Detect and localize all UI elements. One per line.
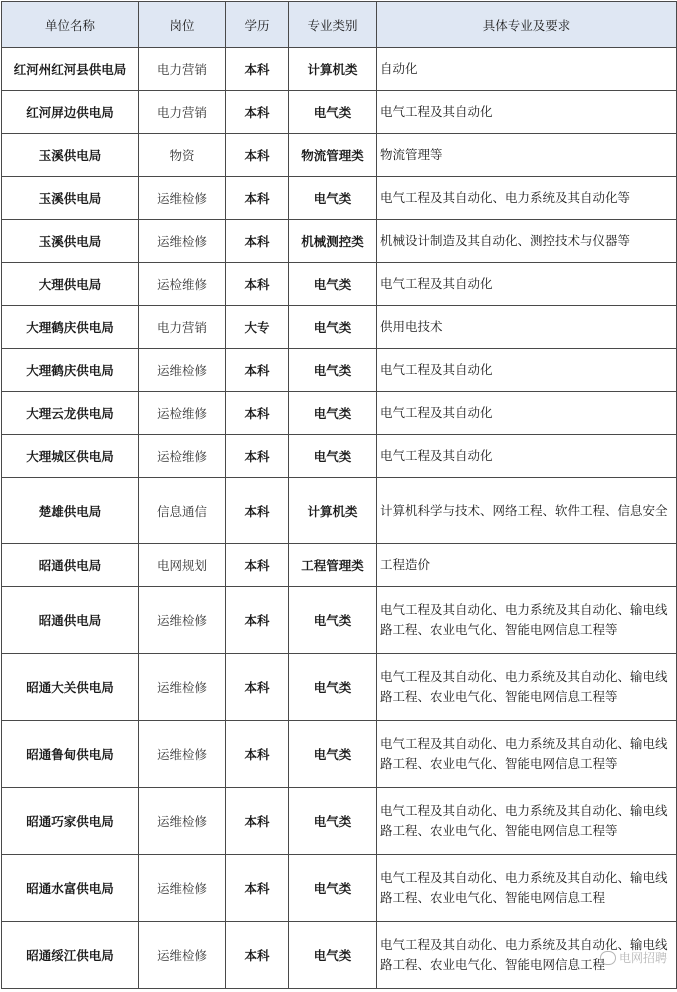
position-cell: 电力营销 — [139, 91, 226, 134]
requirement-cell: 机械设计制造及其自动化、测控技术与仪器等 — [377, 220, 677, 263]
position-cell: 电力营销 — [139, 306, 226, 349]
unit-cell: 楚雄供电局 — [2, 478, 139, 544]
category-cell: 电气类 — [289, 654, 377, 721]
unit-cell: 昭通绥江供电局 — [2, 922, 139, 989]
unit-cell: 玉溪供电局 — [2, 134, 139, 177]
requirement-cell: 电气工程及其自动化、电力系统及其自动化、输电线路工程、农业电气化、智能电网信息工程 — [377, 922, 677, 989]
table-row — [2, 134, 677, 177]
position-cell: 运检维修 — [139, 263, 226, 306]
position-cell: 运维检修 — [139, 177, 226, 220]
education-cell: 本科 — [226, 91, 289, 134]
table-row — [2, 435, 677, 478]
requirement-cell: 电气工程及其自动化、电力系统及其自动化、输电线路工程、农业电气化、智能电网信息工程等 — [377, 654, 677, 721]
education-cell: 本科 — [226, 435, 289, 478]
unit-cell: 昭通鲁甸供电局 — [2, 721, 139, 788]
unit-cell: 昭通供电局 — [2, 587, 139, 654]
unit-cell: 昭通水富供电局 — [2, 855, 139, 922]
position-cell: 运维检修 — [139, 855, 226, 922]
unit-cell: 昭通供电局 — [2, 544, 139, 587]
table-row — [2, 654, 677, 721]
education-cell: 本科 — [226, 177, 289, 220]
unit-cell: 红河屏边供电局 — [2, 91, 139, 134]
position-cell: 运检维修 — [139, 435, 226, 478]
unit-cell: 昭通巧家供电局 — [2, 788, 139, 855]
requirement-cell: 物流管理等 — [377, 134, 677, 177]
requirement-cell: 计算机科学与技术、网络工程、软件工程、信息安全 — [377, 478, 677, 544]
education-cell: 本科 — [226, 654, 289, 721]
requirement-cell: 电气工程及其自动化 — [377, 392, 677, 435]
education-cell: 本科 — [226, 922, 289, 989]
unit-cell: 大理城区供电局 — [2, 435, 139, 478]
requirement-cell: 电气工程及其自动化 — [377, 435, 677, 478]
position-cell: 信息通信 — [139, 478, 226, 544]
header-unit: 单位名称 — [2, 2, 139, 48]
unit-cell: 红河州红河县供电局 — [2, 48, 139, 91]
requirement-cell: 电气工程及其自动化、电力系统及其自动化、输电线路工程、农业电气化、智能电网信息工程等 — [377, 721, 677, 788]
requirement-cell: 电气工程及其自动化、电力系统及其自动化等 — [377, 177, 677, 220]
category-cell: 电气类 — [289, 587, 377, 654]
category-cell: 电气类 — [289, 922, 377, 989]
education-cell: 本科 — [226, 788, 289, 855]
table-row — [2, 220, 677, 263]
category-cell: 电气类 — [289, 721, 377, 788]
category-cell: 机械测控类 — [289, 220, 377, 263]
unit-cell: 昭通大关供电局 — [2, 654, 139, 721]
unit-cell: 玉溪供电局 — [2, 177, 139, 220]
education-cell: 本科 — [226, 721, 289, 788]
education-cell: 本科 — [226, 855, 289, 922]
header-education: 学历 — [226, 2, 289, 48]
category-cell: 计算机类 — [289, 48, 377, 91]
table-row — [2, 788, 677, 855]
education-cell: 本科 — [226, 478, 289, 544]
table-row — [2, 855, 677, 922]
education-cell: 本科 — [226, 587, 289, 654]
requirement-cell: 电气工程及其自动化、电力系统及其自动化、输电线路工程、农业电气化、智能电网信息工程 — [377, 855, 677, 922]
position-cell: 运维检修 — [139, 922, 226, 989]
position-cell: 运维检修 — [139, 788, 226, 855]
unit-cell: 大理供电局 — [2, 263, 139, 306]
position-cell: 运维检修 — [139, 654, 226, 721]
table-row — [2, 721, 677, 788]
header-category: 专业类别 — [289, 2, 377, 48]
table-row — [2, 478, 677, 544]
category-cell: 电气类 — [289, 788, 377, 855]
table-row — [2, 587, 677, 654]
position-cell: 运检维修 — [139, 392, 226, 435]
table-row — [2, 306, 677, 349]
category-cell: 物流管理类 — [289, 134, 377, 177]
unit-cell: 大理云龙供电局 — [2, 392, 139, 435]
requirement-cell: 自动化 — [377, 48, 677, 91]
unit-cell: 玉溪供电局 — [2, 220, 139, 263]
education-cell: 本科 — [226, 220, 289, 263]
requirement-cell: 电气工程及其自动化 — [377, 91, 677, 134]
header-position: 岗位 — [139, 2, 226, 48]
unit-cell: 大理鹤庆供电局 — [2, 349, 139, 392]
category-cell: 电气类 — [289, 306, 377, 349]
job-table — [1, 1, 677, 989]
education-cell: 本科 — [226, 349, 289, 392]
requirement-cell: 电气工程及其自动化 — [377, 349, 677, 392]
table-row — [2, 263, 677, 306]
category-cell: 电气类 — [289, 349, 377, 392]
requirement-cell: 电气工程及其自动化、电力系统及其自动化、输电线路工程、农业电气化、智能电网信息工程等 — [377, 587, 677, 654]
category-cell: 计算机类 — [289, 478, 377, 544]
category-cell: 工程管理类 — [289, 544, 377, 587]
table-row — [2, 392, 677, 435]
education-cell: 本科 — [226, 544, 289, 587]
category-cell: 电气类 — [289, 177, 377, 220]
table-row — [2, 922, 677, 989]
education-cell: 本科 — [226, 263, 289, 306]
header-requirement: 具体专业及要求 — [377, 2, 677, 48]
table-row — [2, 91, 677, 134]
table-row — [2, 349, 677, 392]
category-cell: 电气类 — [289, 91, 377, 134]
position-cell: 运维检修 — [139, 220, 226, 263]
requirement-cell: 工程造价 — [377, 544, 677, 587]
requirement-cell: 电气工程及其自动化 — [377, 263, 677, 306]
unit-cell: 大理鹤庆供电局 — [2, 306, 139, 349]
position-cell: 电网规划 — [139, 544, 226, 587]
category-cell: 电气类 — [289, 435, 377, 478]
table-row — [2, 48, 677, 91]
watermark-text: 电网招聘 — [618, 951, 667, 965]
category-cell: 电气类 — [289, 392, 377, 435]
position-cell: 运维检修 — [139, 721, 226, 788]
education-cell: 大专 — [226, 306, 289, 349]
position-cell: 物资 — [139, 134, 226, 177]
category-cell: 电气类 — [289, 855, 377, 922]
position-cell: 运维检修 — [139, 349, 226, 392]
education-cell: 本科 — [226, 392, 289, 435]
education-cell: 本科 — [226, 134, 289, 177]
education-cell: 本科 — [226, 48, 289, 91]
table-row — [2, 544, 677, 587]
table-row — [2, 177, 677, 220]
position-cell: 运维检修 — [139, 587, 226, 654]
position-cell: 电力营销 — [139, 48, 226, 91]
category-cell: 电气类 — [289, 263, 377, 306]
requirement-cell: 电气工程及其自动化、电力系统及其自动化、输电线路工程、农业电气化、智能电网信息工程等 — [377, 788, 677, 855]
header-row — [2, 2, 677, 48]
requirement-cell: 供用电技术 — [377, 306, 677, 349]
